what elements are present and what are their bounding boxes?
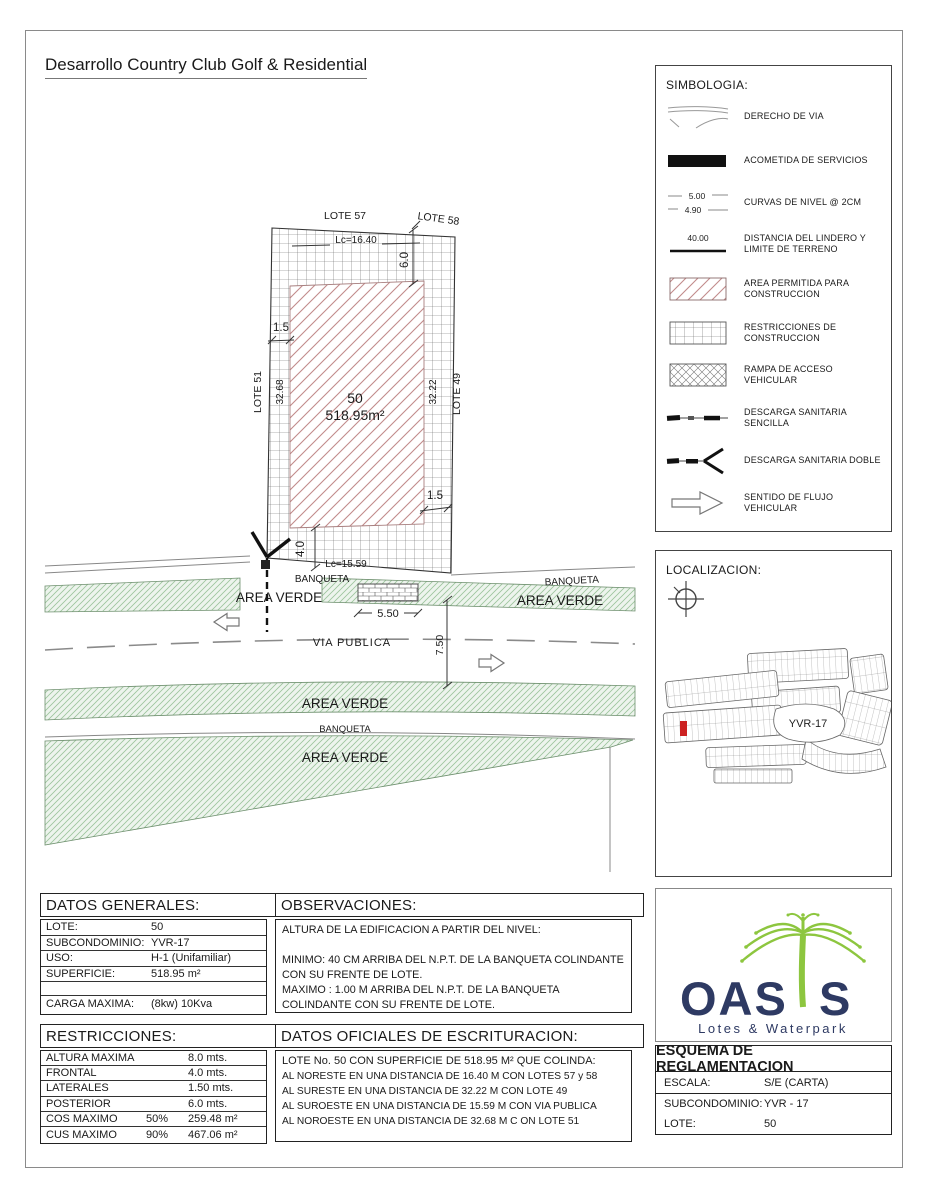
dim-ramp-width: 5.50 — [377, 608, 399, 620]
restricciones-header: RESTRICCIONES: — [40, 1024, 277, 1048]
simbologia-panel — [655, 65, 892, 532]
lot-area: 518.95m² — [325, 407, 385, 423]
label-lote-58: LOTE 58 — [416, 210, 461, 228]
label-area-verde-mid: AREA VERDE — [301, 696, 389, 711]
table-row: SUBCONDOMINIO: YVR - 17 — [664, 1098, 809, 1110]
dim-setback-left: 1.5 — [273, 322, 289, 334]
legend-item: DESCARGA SANITARIA DOBLE — [666, 446, 884, 476]
zone-label: YVR-17 — [788, 718, 828, 730]
localizacion-title: LOCALIZACION: — [666, 563, 762, 577]
rampa-acceso-icon — [666, 360, 730, 390]
north-compass-icon — [664, 577, 708, 621]
datos-generales-table — [40, 919, 267, 1015]
legend-item: ACOMETIDA DE SERVICIOS — [666, 146, 884, 176]
observaciones-line: MINIMO: 40 CM ARRIBA DEL N.P.T. DE LA BANQUETA COLINDANTE CON SU FRENTE DE LOTE. — [282, 954, 624, 981]
dim-left: 32.68 — [275, 379, 286, 405]
descarga-sencilla-icon — [666, 403, 730, 433]
legend-item: DESCARGA SANITARIA SENCILLA — [666, 403, 884, 433]
oasis-logo — [656, 889, 891, 1041]
logo-panel — [655, 888, 892, 1042]
label-lote-57: LOTE 57 — [323, 210, 367, 222]
distancia-lindero-icon — [666, 229, 730, 259]
escrituracion-line: AL SURESTE EN UNA DISTANCIA DE 32.22 M CON LOTE 49 — [282, 1086, 568, 1097]
curvas-nivel-icon — [666, 188, 730, 218]
legend-item: SENTIDO DE FLUJO VEHICULAR — [666, 488, 884, 518]
table-row: SUBCONDOMINIO: YVR-17 — [41, 936, 266, 952]
legend-item: 5.00 4.90 CURVAS DE NIVEL @ 2CM — [666, 188, 884, 218]
datos-generales-header: DATOS GENERALES: — [40, 893, 277, 917]
label-area-verde-right: AREA VERDE — [516, 593, 604, 608]
escrituracion-line: LOTE No. 50 CON SUPERFICIE DE 518.95 M² QUE COLINDA: — [282, 1055, 596, 1067]
legend-item: AREA PERMITIDA PARA CONSTRUCCION — [666, 274, 884, 304]
svg-text:5.00: 5.00 — [688, 191, 706, 201]
localizacion-panel — [655, 550, 892, 877]
lot-number: 50 — [347, 390, 363, 406]
logo-word-right: S — [819, 972, 851, 1025]
table-row: COS MAXIMO 50% 259.48 m² — [41, 1112, 266, 1127]
dim-setback-right: 1.5 — [427, 490, 443, 502]
acometida-servicios-icon — [666, 146, 730, 176]
esquema-title: ESQUEMA DE REGLAMENTACION — [656, 1046, 891, 1072]
observaciones-line: ALTURA DE LA EDIFICACION A PARTIR DEL NIVEL: — [282, 924, 541, 936]
legend-item: RAMPA DE ACCESO VEHICULAR — [666, 360, 884, 390]
table-row: CARGA MAXIMA: (8kw) 10Kva — [46, 998, 213, 1011]
dim-road-width: 7.50 — [434, 634, 446, 656]
label-banqueta-left: BANQUETA — [294, 574, 350, 585]
derecho-de-via-icon — [666, 102, 730, 132]
escrituracion-header: DATOS OFICIALES DE ESCRITURACION: — [275, 1024, 644, 1048]
dim-right: 32.22 — [428, 379, 439, 405]
restricciones-construccion-icon — [666, 318, 730, 348]
table-row: LATERALES 1.50 mts. — [41, 1081, 266, 1096]
label-lc-front: Lc=15.59 — [325, 559, 367, 570]
label-area-verde-left: AREA VERDE — [235, 590, 323, 605]
legend-item: RESTRICCIONES DE CONSTRUCCION — [666, 318, 884, 348]
table-row: POSTERIOR 6.0 mts. — [41, 1097, 266, 1112]
descarga-doble-icon — [666, 446, 730, 476]
svg-text:4.90: 4.90 — [684, 205, 702, 215]
table-row: ALTURA MAXIMA 8.0 mts. — [41, 1051, 266, 1066]
area-permitida-icon — [666, 274, 730, 304]
dim-front-setback: 4.0 — [295, 541, 307, 557]
label-lote-49: LOTE 49 — [451, 372, 463, 416]
logo-tagline: Lotes & Waterpark — [698, 1021, 848, 1036]
escrituracion-line: AL NOROESTE EN UNA DISTANCIA DE 32.68 M C ON LOTE 51 — [282, 1116, 580, 1127]
page-title: Desarrollo Country Club Golf & Residential — [45, 55, 367, 79]
logo-word-left: OAS — [680, 972, 788, 1025]
simbologia-title: SIMBOLOGIA: — [666, 78, 748, 92]
legend-item: DERECHO DE VIA — [666, 102, 884, 132]
table-row: LOTE: 50 — [664, 1118, 777, 1130]
escrituracion-body — [275, 1050, 632, 1142]
label-lc-top: Lc=16.40 — [335, 235, 377, 246]
table-row: FRONTAL 4.0 mts. — [41, 1066, 266, 1081]
label-lote-51: LOTE 51 — [252, 370, 264, 414]
table-row: ESCALA: S/E (CARTA) — [656, 1072, 891, 1094]
label-banqueta-right: BANQUETA — [544, 574, 600, 589]
escrituracion-line: AL NORESTE EN UNA DISTANCIA DE 16.40 M CON LOTES 57 y 58 — [282, 1071, 598, 1082]
observaciones-line — [282, 938, 625, 953]
sentido-flujo-icon — [666, 488, 730, 518]
table-row — [41, 982, 266, 996]
label-via-publica: VIA PUBLICA — [312, 637, 392, 649]
dim-top-setback: 6.0 — [399, 252, 411, 268]
escrituracion-line: AL SUROESTE EN UNA DISTANCIA DE 15.59 M CON VIA PUBLICA — [282, 1101, 597, 1112]
observaciones-header: OBSERVACIONES: — [275, 893, 644, 917]
esquema-panel — [655, 1042, 892, 1135]
highlighted-lot-marker — [680, 721, 687, 736]
legend-item: 40.00 DISTANCIA DEL LINDERO Y LIMITE DE TERRENO — [666, 229, 884, 259]
table-row: SUPERFICIE: 518.95 m² — [41, 967, 266, 983]
svg-text:40.00: 40.00 — [687, 233, 709, 243]
label-area-verde-bottom: AREA VERDE — [301, 750, 389, 765]
localizacion-map — [656, 643, 891, 873]
label-banqueta-bottom: BANQUETA — [319, 724, 371, 735]
observaciones-line: MAXIMO : 1.00 M ARRIBA DEL N.P.T. DE LA BANQUETA COLINDANTE CON SU FRENTE DE LOTE. — [282, 984, 560, 1011]
table-row: CUS MAXIMO 90% 467.06 m² — [46, 1128, 238, 1141]
observaciones-body — [275, 919, 632, 1013]
table-row: USO: H-1 (Unifamiliar) — [41, 951, 266, 967]
table-row: LOTE: 50 — [41, 920, 266, 936]
restricciones-table — [40, 1050, 267, 1144]
